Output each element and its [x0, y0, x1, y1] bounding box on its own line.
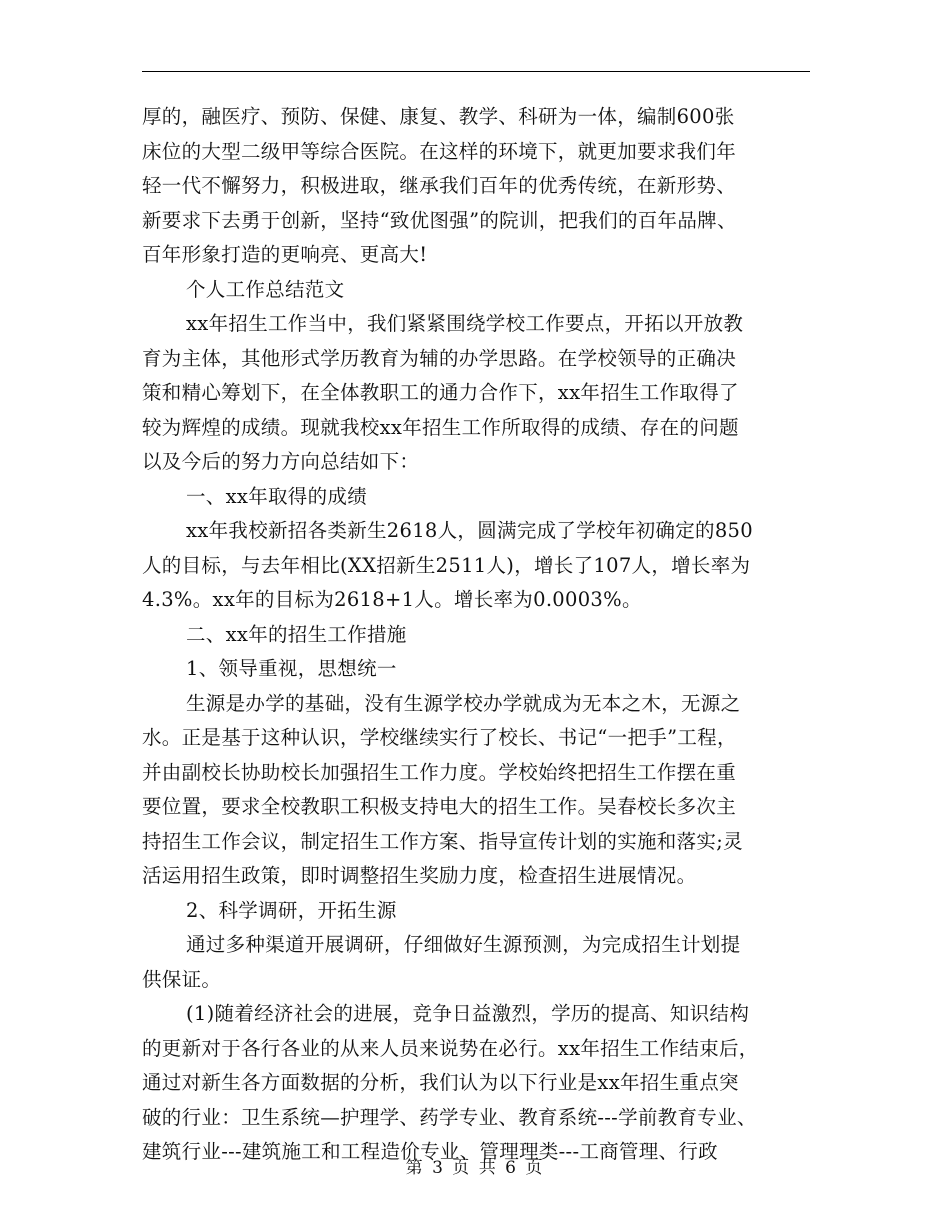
- text-line: 破的行业：卫生系统—护理学、药学专业、教育系统---学前教育专业、: [142, 1105, 757, 1129]
- document-body: [142, 100, 814, 1170]
- text-line: 生源是办学的基础，没有生源学校办学就成为无本之木，无源之: [186, 691, 741, 715]
- text-line: xx年我校新招各类新生2618人，圆满完成了学校年初确定的850: [186, 519, 753, 542]
- text-line: 一、xx年取得的成绩: [186, 484, 367, 508]
- text-line: 个人工作总结范文: [186, 277, 345, 301]
- text-line: 较为辉煌的成绩。现就我校xx年招生工作所取得的成绩、存在的问题: [142, 415, 739, 439]
- text-line: 活运用招生政策，即时调整招生奖励力度，检查招生进展情况。: [142, 864, 697, 887]
- text-line: 通过对新生各方面数据的分析，我们认为以下行业是xx年招生重点突: [142, 1071, 739, 1094]
- text-line: 策和精心筹划下，在全体教职工的通力合作下，xx年招生工作取得了: [142, 381, 739, 404]
- text-line: 1、领导重视，思想统一: [186, 657, 397, 680]
- text-line: 并由副校长协助校长加强招生工作力度。学校始终把招生工作摆在重: [142, 760, 737, 784]
- text-line: (1)随着经济社会的进展，竞争日益激烈，学历的提高、知识结构: [186, 1002, 750, 1025]
- text-line: 育为主体，其他形式学历教育为辅的办学思路。在学校领导的正确决: [142, 346, 737, 370]
- text-line: 以及今后的努力方向总结如下：: [142, 450, 420, 473]
- text-line: 床位的大型二级甲等综合医院。在这样的环境下，就更加要求我们年: [142, 139, 737, 163]
- text-line: 2、科学调研，开拓生源: [186, 898, 397, 922]
- text-line: 水。正是基于这种认识，学校继续实行了校长、书记“一把手”工程，: [142, 726, 737, 749]
- text-line: 建筑行业---建筑施工和工程造价专业、管理理类---工商管理、行政: [142, 1140, 718, 1163]
- text-line: 供保证。: [142, 967, 222, 991]
- text-line: 人的目标，与去年相比(XX招新生2511人)，增长了107人，增长率为: [142, 553, 751, 577]
- text-line: 持招生工作会议，制定招生工作方案、指导宣传计划的实施和落实;灵: [142, 829, 743, 853]
- text-line: xx年招生工作当中，我们紧紧围绕学校工作要点，开拓以开放教: [186, 312, 744, 335]
- header-rule: [142, 71, 810, 72]
- text-line: 新要求下去勇于创新，坚持“致优图强”的院训，把我们的百年品牌、: [142, 208, 737, 232]
- text-line: 的更新对于各行各业的从来人员来说势在必行。xx年招生工作结束后，: [142, 1036, 759, 1060]
- text-line: 轻一代不懈努力，积极进取，继承我们百年的优秀传统，在新形势、: [142, 174, 737, 197]
- text-line: 二、xx年的招生工作措施: [186, 622, 407, 646]
- page-footer: 第 3 页 共 6 页: [405, 1158, 545, 1178]
- text-line: 通过多种渠道开展调研，仔细做好生源预测，为完成招生计划提: [186, 933, 741, 956]
- text-line: 百年形象打造的更响亮、更高大!: [142, 243, 428, 266]
- text-line: 厚的，融医疗、预防、保健、康复、教学、科研为一体，编制600张: [142, 105, 735, 128]
- text-line: 4.3%。xx年的目标为2618+1人。增长率为0.0003%。: [142, 588, 642, 611]
- text-line: 要位置，要求全校教职工积极支持电大的招生工作。吴春校长多次主: [142, 795, 737, 818]
